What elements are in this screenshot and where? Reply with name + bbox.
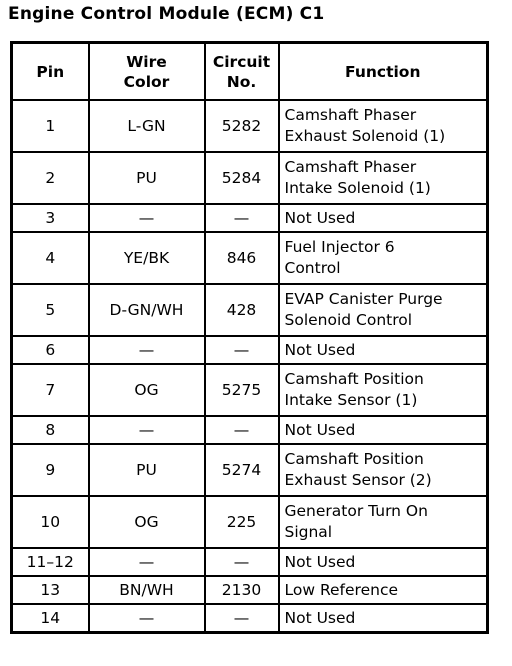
function-line: Not Used	[284, 608, 356, 627]
table-row	[12, 336, 488, 364]
header-function	[279, 43, 488, 101]
cell-wire-color: D-GN/WH	[89, 284, 205, 336]
cell-wire-color: L-GN	[89, 100, 205, 152]
cell-function	[279, 416, 488, 444]
header-circuit-line-1: Circuit	[212, 52, 271, 71]
cell-pin: 6	[12, 336, 89, 364]
cell-function	[279, 496, 488, 548]
function-line: Signal	[284, 523, 333, 541]
cell-pin: 4	[12, 232, 89, 284]
cell-wire-color: PU	[89, 444, 205, 496]
cell-circuit: 5274	[205, 444, 279, 496]
cell-function	[279, 576, 488, 604]
function-line: Camshaft Phaser	[284, 158, 417, 176]
function-line: Generator Turn On	[284, 502, 428, 520]
cell-circuit: —	[205, 604, 279, 633]
table-row	[12, 364, 488, 416]
cell-wire-color: YE/BK	[89, 232, 205, 284]
function-line: Camshaft Phaser	[284, 106, 417, 124]
table-header-row	[12, 43, 488, 101]
table-row	[12, 496, 488, 548]
ecm-pinout-table	[10, 41, 489, 634]
table-row	[12, 548, 488, 576]
cell-pin: 10	[12, 496, 89, 548]
cell-pin: 1	[12, 100, 89, 152]
function-line: Camshaft Position	[284, 450, 424, 468]
table-row	[12, 444, 488, 496]
header-wire-color-line-2: Color	[123, 72, 170, 91]
function-line: Not Used	[284, 420, 356, 439]
cell-wire-color: —	[89, 548, 205, 576]
cell-pin: 5	[12, 284, 89, 336]
cell-wire-color: —	[89, 416, 205, 444]
cell-function	[279, 444, 488, 496]
cell-circuit: —	[205, 204, 279, 232]
cell-function	[279, 100, 488, 152]
function-line: Fuel Injector 6	[284, 238, 395, 256]
table-row	[12, 604, 488, 633]
table-body	[12, 100, 488, 633]
cell-wire-color: BN/WH	[89, 576, 205, 604]
cell-pin: 2	[12, 152, 89, 204]
cell-function	[279, 284, 488, 336]
function-line: Not Used	[284, 340, 356, 359]
page-title: Engine Control Module (ECM) C1	[8, 4, 325, 24]
cell-wire-color: —	[89, 604, 205, 633]
function-line: Intake Solenoid (1)	[284, 179, 431, 197]
cell-pin: 8	[12, 416, 89, 444]
cell-pin: 13	[12, 576, 89, 604]
table-row	[12, 204, 488, 232]
cell-pin: 14	[12, 604, 89, 633]
cell-circuit: 428	[205, 284, 279, 336]
cell-circuit: 225	[205, 496, 279, 548]
function-line: Not Used	[284, 208, 356, 227]
header-circuit	[205, 43, 279, 101]
cell-circuit: —	[205, 336, 279, 364]
function-line: EVAP Canister Purge	[284, 290, 443, 308]
header-wire-color-line-1: Wire	[126, 52, 167, 71]
cell-circuit: —	[205, 548, 279, 576]
cell-circuit: 846	[205, 232, 279, 284]
cell-function	[279, 232, 488, 284]
function-line: Camshaft Position	[284, 370, 424, 388]
table-row	[12, 576, 488, 604]
cell-circuit: 2130	[205, 576, 279, 604]
function-line: Intake Sensor (1)	[284, 391, 418, 409]
cell-function	[279, 204, 488, 232]
function-line: Exhaust Solenoid (1)	[284, 127, 446, 145]
cell-pin: 11–12	[12, 548, 89, 576]
cell-function	[279, 548, 488, 576]
table-row	[12, 284, 488, 336]
table-row	[12, 100, 488, 152]
cell-circuit: 5275	[205, 364, 279, 416]
header-pin-label: Pin	[36, 62, 65, 81]
header-circuit-line-2: No.	[226, 72, 257, 91]
cell-circuit: 5282	[205, 100, 279, 152]
cell-wire-color: —	[89, 336, 205, 364]
cell-function	[279, 364, 488, 416]
table-row	[12, 416, 488, 444]
table-row	[12, 152, 488, 204]
cell-function	[279, 336, 488, 364]
cell-wire-color: —	[89, 204, 205, 232]
cell-wire-color: OG	[89, 364, 205, 416]
function-line: Solenoid Control	[284, 311, 413, 329]
header-pin	[12, 43, 89, 101]
cell-pin: 3	[12, 204, 89, 232]
header-function-label: Function	[345, 62, 421, 81]
cell-pin: 7	[12, 364, 89, 416]
header-wire-color	[89, 43, 205, 101]
function-line: Exhaust Sensor (2)	[284, 471, 432, 489]
cell-wire-color: OG	[89, 496, 205, 548]
cell-circuit: —	[205, 416, 279, 444]
cell-circuit: 5284	[205, 152, 279, 204]
cell-wire-color: PU	[89, 152, 205, 204]
function-line: Not Used	[284, 552, 356, 571]
table-row	[12, 232, 488, 284]
function-line: Low Reference	[284, 580, 399, 599]
cell-pin: 9	[12, 444, 89, 496]
cell-function	[279, 604, 488, 633]
cell-function	[279, 152, 488, 204]
function-line: Control	[284, 259, 341, 277]
